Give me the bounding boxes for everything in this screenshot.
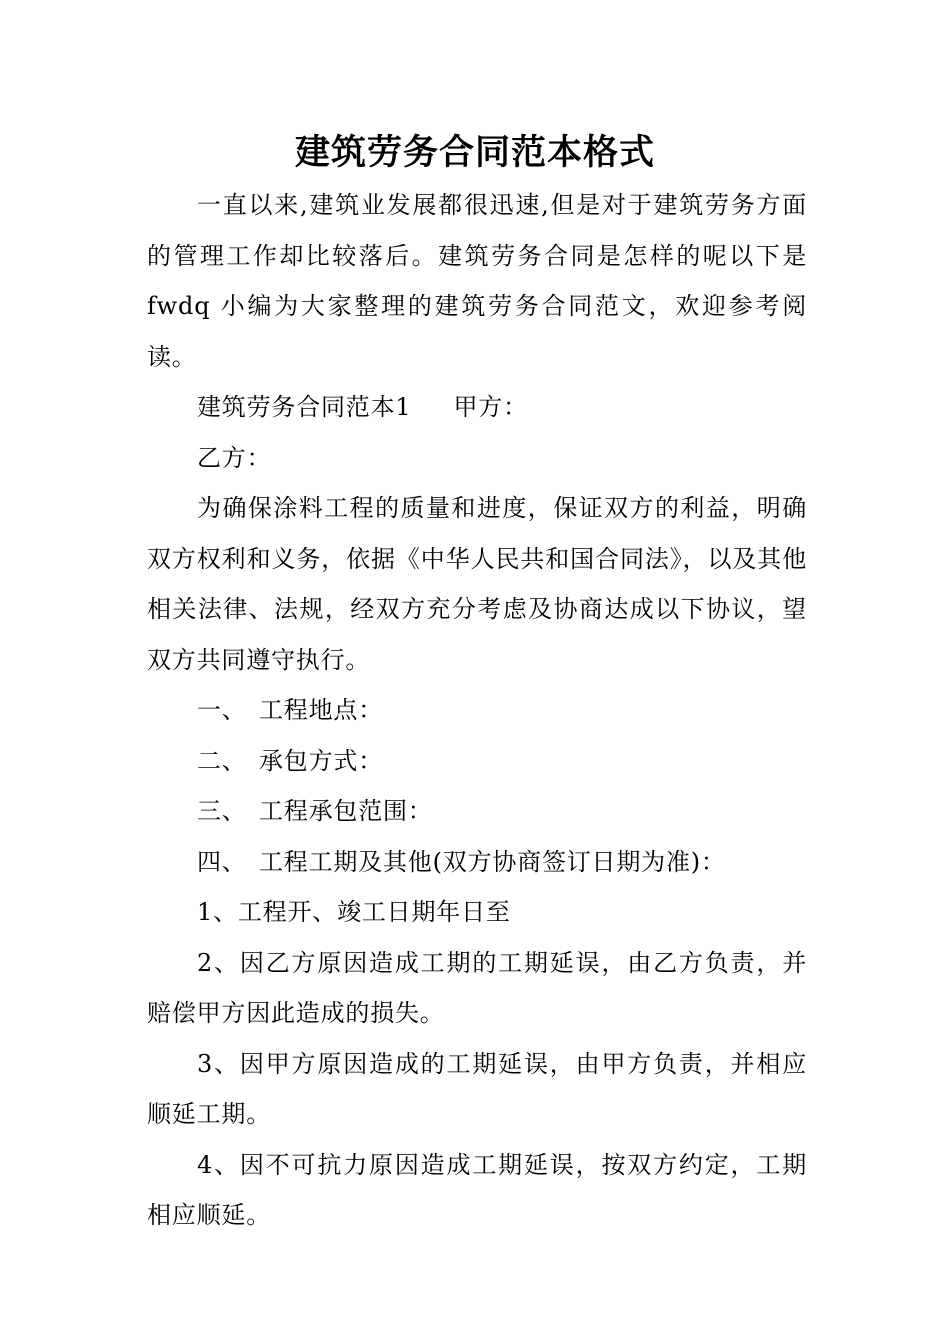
party-b-label: 乙方：: [197, 443, 272, 472]
item-one: [147, 685, 807, 736]
item-four: [147, 837, 807, 888]
item-four-text: 工程工期及其他(双方协商签订日期为准)：: [259, 847, 726, 876]
item-four-number: 四、: [197, 847, 247, 876]
item-one-text: 工程地点：: [259, 696, 383, 724]
clause-3: 3、因甲方原因造成的工期延误，由甲方负责，并相应顺延工期。: [147, 1049, 807, 1128]
item-three: [147, 786, 807, 837]
clause-1: 1、工程开、竣工日期年日至: [197, 898, 511, 926]
sample-heading: 建筑劳务合同范本1: [197, 393, 412, 421]
item-two-number: 二、: [197, 746, 247, 775]
item-three-text: 工程承包范围：: [259, 797, 433, 825]
purpose-paragraph: 为确保涂料工程的质量和进度，保证双方的利益，明确双方权利和义务，依据《中华人民共和国合同法》，以及其他相关法律、法规，经双方充分考虑及协商达成以下协议，望双方共同遵守执行。: [147, 494, 807, 674]
item-two: [147, 736, 807, 787]
intro-paragraph: 一直以来,建筑业发展都很迅速,但是对于建筑劳务方面的管理工作却比较落后。建筑劳务合同是怎样的呢以下是fwdq 小编为大家整理的建筑劳务合同范文，欢迎参考阅读。: [147, 191, 807, 371]
party-a-label: 甲方：: [453, 393, 528, 421]
clause-4: 4、因不可抗力原因造成工期延误，按双方约定，工期相应顺延。: [147, 1150, 807, 1229]
document-title: 建筑劳务合同范本格式: [294, 132, 655, 173]
item-three-number: 三、: [197, 797, 247, 825]
clause-2: 2、因乙方原因造成工期的工期延误，由乙方负责，并赔偿甲方因此造成的损失。: [147, 948, 807, 1027]
sample-heading-line: [147, 382, 807, 433]
document-body: [147, 180, 807, 1241]
item-two-text: 承包方式：: [259, 746, 383, 775]
item-one-number: 一、: [197, 696, 247, 724]
